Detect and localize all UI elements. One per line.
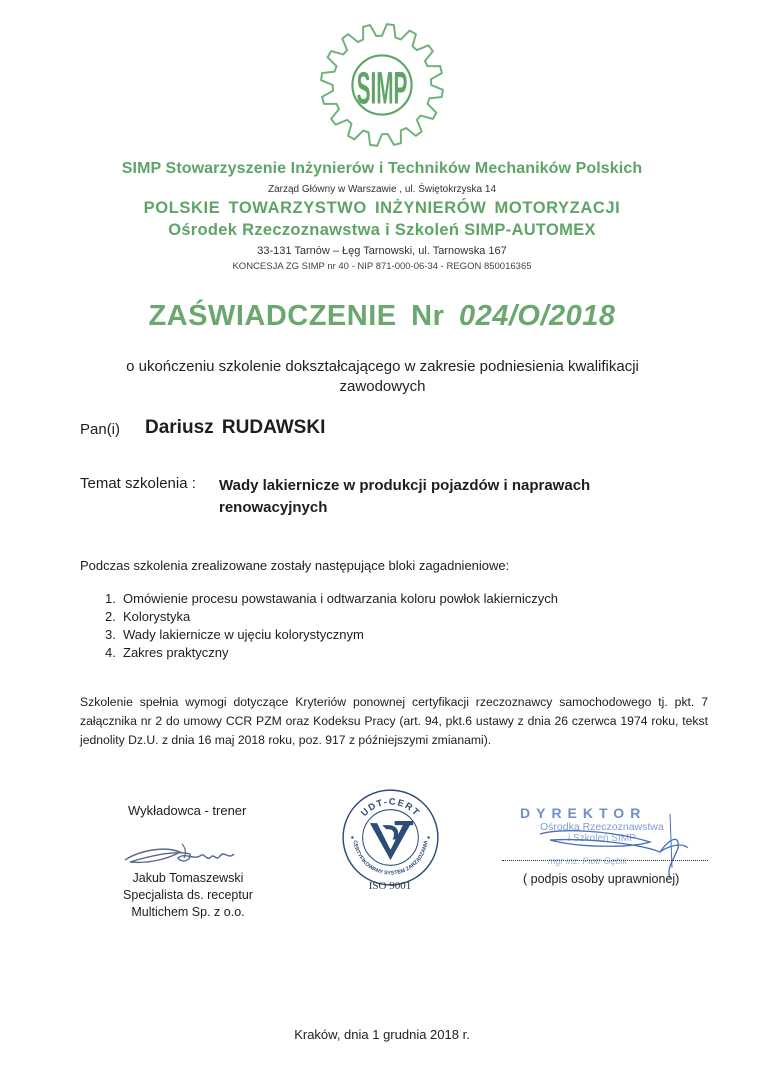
list-item xyxy=(105,626,558,644)
lecturer-label: Wykładowca - trener xyxy=(128,803,247,818)
blocks-list xyxy=(105,590,558,662)
list-item-number: 1. xyxy=(105,591,116,606)
svg-text:SIMP: SIMP xyxy=(356,63,408,114)
lecturer-signature-icon xyxy=(120,838,250,872)
list-item xyxy=(105,608,558,626)
registration-info: KONCESJA ZG SIMP nr 40 - NIP 871-000-06-34 - REGON 850016365 xyxy=(232,261,532,272)
udt-cert-stamp-icon xyxy=(339,786,442,889)
signature-line xyxy=(502,860,708,861)
society-name: POLSKIE TOWARZYSTWO INŻYNIERÓW MOTORYZACJI xyxy=(143,199,621,217)
center-address: 33-131 Tarnów – Łęg Tarnowski, ul. Tarnowska 167 xyxy=(257,245,507,257)
list-item-number: 3. xyxy=(105,627,116,642)
recipient-name: Dariusz RUDAWSKI xyxy=(145,417,326,438)
iso-label: ISO 9001 xyxy=(368,880,412,892)
topic-label: Temat szkolenia : xyxy=(80,475,196,492)
topic-value: Wady lakiernicze w produkcji pojazdów i naprawach renowacyjnych xyxy=(219,477,591,516)
list-item-text: Zakres praktyczny xyxy=(123,645,229,660)
director-stamp-line: Ośrodka Rzeczoznawstwa xyxy=(540,821,664,833)
director-stamp-name: mgr inż. Piotr Gębik xyxy=(548,856,628,866)
list-item xyxy=(105,644,558,662)
signature-caption: ( podpis osoby uprawnionej) xyxy=(523,872,680,886)
lecturer-name: Jakub Tomaszewski xyxy=(132,871,244,885)
organization-name: SIMP Stowarzyszenie Inżynierów i Techników Mechaników Polskich xyxy=(121,160,643,177)
blocks-intro: Podczas szkolenia zrealizowane zostały następujące bloki zagadnieniowe: xyxy=(80,558,510,573)
list-item-text: Kolorystyka xyxy=(123,609,191,624)
lecturer-company: Multichem Sp. z o.o. xyxy=(131,905,245,919)
list-item-text: Omówienie procesu powstawania i odtwarzania koloru powłok lakierniczych xyxy=(123,591,558,606)
lecturer-info xyxy=(118,870,258,921)
certificate-title-label: ZAŚWIADCZENIE Nr xyxy=(148,300,445,332)
list-item-text: Wady lakiernicze w ujęciu kolorystycznym xyxy=(123,627,364,642)
lecturer-position: Specjalista ds. receptur xyxy=(123,888,253,902)
list-item-number: 4. xyxy=(105,645,116,660)
place-and-date: Kraków, dnia 1 grudnia 2018 r. xyxy=(294,1027,470,1042)
certificate-title xyxy=(0,300,764,333)
list-item xyxy=(105,590,558,608)
svg-text:UDT-CERT: UDT-CERT xyxy=(358,796,423,819)
center-name: Ośrodek Rzeczoznawstwa i Szkoleń SIMP-AUTOMEX xyxy=(168,221,596,239)
svg-text:CERTYFIKOWANY SYSTEM ZARZĄDZAN: CERTYFIKOWANY SYSTEM ZARZĄDZANIA xyxy=(351,839,430,877)
certificate-number: 024/O/2018 xyxy=(458,300,616,332)
simp-gear-logo-icon xyxy=(313,18,451,152)
board-address: Zarząd Główny w Warszawie , ul. Świętokrzyska 14 xyxy=(267,184,497,195)
list-item-number: 2. xyxy=(105,609,116,624)
director-stamp-title: DYREKTOR xyxy=(520,805,647,821)
director-stamp-line: i Szkoleń SIMP xyxy=(568,833,636,844)
recipient-label: Pan(i) xyxy=(80,421,121,438)
certificate-subtitle: o ukończeniu szkolenie dokształcającego w zakresie podniesienia kwalifikacji zawodowych xyxy=(126,358,639,395)
requirements-paragraph: Szkolenie spełnia wymogi dotyczące Kryteriów ponownej certyfikacji rzeczoznawcy samochodowego tj. pkt. 7 załącznika nr 2 do umowy CCR PZM oraz Kodeksu Pracy (art. 94, pkt.6 ustawy z dnia 26 czerwca 1974 roku, tekst jednolity Dz.U. z dnia 16 maj 2018 roku, poz. 917 z późniejszymi zmianami). xyxy=(80,695,708,747)
